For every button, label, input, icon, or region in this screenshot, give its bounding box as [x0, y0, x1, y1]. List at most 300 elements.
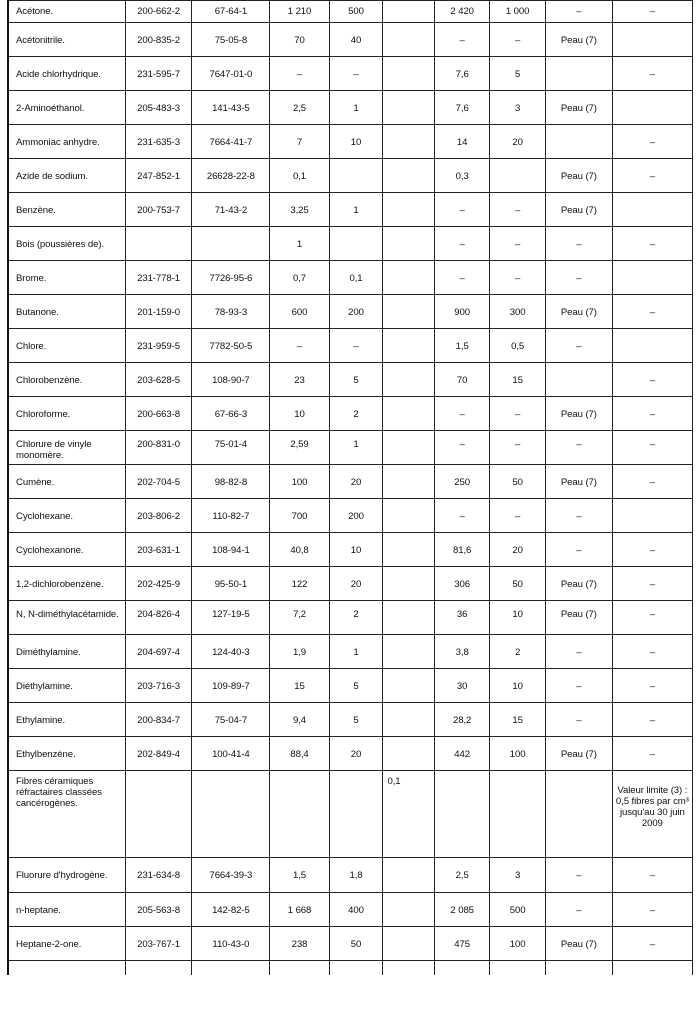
cell-transitory — [612, 193, 692, 227]
cell-ec-number: 231-959-5 — [125, 329, 192, 363]
cell-notes: – — [546, 499, 613, 533]
cell-vme-ppm — [329, 771, 383, 858]
cell-vle-mg: 7,6 — [435, 57, 490, 91]
cell-vme-ppm: 5 — [329, 703, 383, 737]
cell-cas-number: 98-82-8 — [192, 465, 270, 499]
cell-vme-mg: 40,8 — [270, 533, 329, 567]
table-row — [8, 57, 693, 91]
cell-transitory: – — [612, 893, 692, 927]
cell-vme-fibres — [383, 91, 435, 125]
cell-vle-ppm: 5 — [490, 57, 546, 91]
cell-notes: – — [546, 533, 613, 567]
cell-cas-number: 71-43-2 — [192, 193, 270, 227]
table-row — [8, 193, 693, 227]
empty-cell — [192, 961, 270, 975]
cell-vme-fibres — [383, 1, 435, 23]
cell-ec-number: 204-826-4 — [125, 601, 192, 635]
cell-vle-ppm — [490, 159, 546, 193]
cell-vle-ppm: 500 — [490, 893, 546, 927]
table-row — [8, 23, 693, 57]
table-row — [8, 858, 693, 893]
cell-vme-ppm: 0,1 — [329, 261, 383, 295]
cell-vme-ppm: 40 — [329, 23, 383, 57]
table-row — [8, 927, 693, 961]
cell-vme-mg: 1 — [270, 227, 329, 261]
cell-notes: Peau (7) — [546, 295, 613, 329]
cell-vme-mg: 9,4 — [270, 703, 329, 737]
table-row — [8, 499, 693, 533]
cell-vle-ppm: – — [490, 431, 546, 465]
cell-vle-mg: – — [435, 261, 490, 295]
cell-cas-number: 26628-22-8 — [192, 159, 270, 193]
empty-cell — [329, 961, 383, 975]
cell-transitory: – — [612, 227, 692, 261]
cell-vle-mg: 306 — [435, 567, 490, 601]
cell-vle-ppm: 20 — [490, 533, 546, 567]
cell-vle-ppm: 100 — [490, 927, 546, 961]
cell-vle-ppm: 10 — [490, 669, 546, 703]
cell-transitory: – — [612, 363, 692, 397]
cell-notes — [546, 771, 613, 858]
cell-cas-number — [192, 771, 270, 858]
cell-vle-ppm: – — [490, 227, 546, 261]
cell-substance: Chlore. — [8, 329, 125, 363]
table-row-continuation — [8, 961, 693, 975]
cell-vme-mg: 15 — [270, 669, 329, 703]
cell-substance: Benzène. — [8, 193, 125, 227]
cell-vle-ppm: 1 000 — [490, 1, 546, 23]
cell-vme-mg: 23 — [270, 363, 329, 397]
cell-vme-mg: 0,1 — [270, 159, 329, 193]
cell-ec-number: 203-716-3 — [125, 669, 192, 703]
cell-vle-mg: 250 — [435, 465, 490, 499]
cell-notes: Peau (7) — [546, 567, 613, 601]
table-row — [8, 227, 693, 261]
cell-substance: 1,2-dichlorobenzène. — [8, 567, 125, 601]
cell-cas-number: 108-94-1 — [192, 533, 270, 567]
cell-ec-number: 202-425-9 — [125, 567, 192, 601]
cell-vle-mg: – — [435, 397, 490, 431]
cell-cas-number: 7726-95-6 — [192, 261, 270, 295]
cell-substance: Ammoniac anhydre. — [8, 125, 125, 159]
cell-vle-ppm: 2 — [490, 635, 546, 669]
table-row — [8, 91, 693, 125]
cell-substance: Chloroforme. — [8, 397, 125, 431]
cell-ec-number — [125, 227, 192, 261]
cell-vme-mg: 238 — [270, 927, 329, 961]
cell-vme-fibres — [383, 703, 435, 737]
cell-vme-ppm: 1 — [329, 431, 383, 465]
cell-substance: Ethylamine. — [8, 703, 125, 737]
table-row — [8, 261, 693, 295]
cell-ec-number: 203-767-1 — [125, 927, 192, 961]
cell-vme-ppm: 2 — [329, 397, 383, 431]
cell-vle-mg: 3,8 — [435, 635, 490, 669]
table-row — [8, 159, 693, 193]
cell-cas-number: 7647-01-0 — [192, 57, 270, 91]
cell-vme-mg: 1,5 — [270, 858, 329, 893]
cell-vle-ppm: – — [490, 23, 546, 57]
cell-vle-mg: 0,3 — [435, 159, 490, 193]
cell-notes: – — [546, 1, 613, 23]
cell-vme-ppm: 1 — [329, 193, 383, 227]
cell-substance: Butanone. — [8, 295, 125, 329]
cell-cas-number: 7664-41-7 — [192, 125, 270, 159]
cell-notes: – — [546, 261, 613, 295]
cell-vme-mg: 0,7 — [270, 261, 329, 295]
table-row — [8, 363, 693, 397]
table-body — [8, 1, 693, 975]
empty-cell — [125, 961, 192, 975]
cell-vle-ppm: 100 — [490, 737, 546, 771]
cell-notes — [546, 125, 613, 159]
cell-substance: N, N-diméthylacétamide. — [8, 601, 125, 635]
cell-vle-mg: 900 — [435, 295, 490, 329]
cell-cas-number: 127-19-5 — [192, 601, 270, 635]
cell-vme-ppm: 1,8 — [329, 858, 383, 893]
cell-transitory — [612, 329, 692, 363]
cell-notes: – — [546, 329, 613, 363]
cell-ec-number — [125, 771, 192, 858]
cell-vme-fibres — [383, 261, 435, 295]
cell-vme-ppm: 200 — [329, 295, 383, 329]
cell-vle-ppm: 15 — [490, 703, 546, 737]
cell-vle-mg: – — [435, 227, 490, 261]
cell-vme-mg: 7 — [270, 125, 329, 159]
cell-vme-mg: 70 — [270, 23, 329, 57]
cell-transitory: – — [612, 397, 692, 431]
cell-notes: Peau (7) — [546, 23, 613, 57]
cell-cas-number: 78-93-3 — [192, 295, 270, 329]
cell-transitory — [612, 499, 692, 533]
cell-substance: n-heptane. — [8, 893, 125, 927]
cell-vme-mg: 600 — [270, 295, 329, 329]
cell-ec-number: 231-635-3 — [125, 125, 192, 159]
cell-vle-ppm: 50 — [490, 465, 546, 499]
cell-substance: Chlorobenzène. — [8, 363, 125, 397]
cell-vle-mg: 2 085 — [435, 893, 490, 927]
cell-transitory: – — [612, 858, 692, 893]
cell-cas-number: 95-50-1 — [192, 567, 270, 601]
cell-ec-number: 202-849-4 — [125, 737, 192, 771]
cell-ec-number: 200-753-7 — [125, 193, 192, 227]
cell-transitory: – — [612, 567, 692, 601]
cell-cas-number — [192, 227, 270, 261]
cell-cas-number: 141-43-5 — [192, 91, 270, 125]
cell-notes: Peau (7) — [546, 397, 613, 431]
cell-notes — [546, 363, 613, 397]
cell-vle-ppm: 50 — [490, 567, 546, 601]
cell-vme-fibres — [383, 601, 435, 635]
table-row — [8, 669, 693, 703]
cell-substance: Chlorure de vinyle monomère. — [8, 431, 125, 465]
cell-vle-mg: 70 — [435, 363, 490, 397]
cell-ec-number: 204-697-4 — [125, 635, 192, 669]
cell-vle-ppm: 300 — [490, 295, 546, 329]
cell-vme-fibres — [383, 635, 435, 669]
table-row — [8, 533, 693, 567]
cell-notes: Peau (7) — [546, 159, 613, 193]
cell-vme-fibres — [383, 499, 435, 533]
cell-transitory — [612, 23, 692, 57]
empty-cell — [546, 961, 613, 975]
cell-vme-ppm: 5 — [329, 669, 383, 703]
cell-notes: – — [546, 669, 613, 703]
cell-vme-mg: 1 668 — [270, 893, 329, 927]
cell-substance: Cyclohexane. — [8, 499, 125, 533]
empty-cell — [8, 961, 125, 975]
cell-ec-number: 202-704-5 — [125, 465, 192, 499]
cell-vme-fibres — [383, 329, 435, 363]
cell-vme-ppm: 400 — [329, 893, 383, 927]
table-row — [8, 295, 693, 329]
cell-vme-mg: 88,4 — [270, 737, 329, 771]
cell-vme-fibres — [383, 295, 435, 329]
cell-notes: – — [546, 858, 613, 893]
cell-ec-number: 231-778-1 — [125, 261, 192, 295]
cell-vle-mg: 442 — [435, 737, 490, 771]
cell-vle-mg: – — [435, 431, 490, 465]
cell-vle-mg: – — [435, 193, 490, 227]
cell-notes: – — [546, 635, 613, 669]
table-row — [8, 893, 693, 927]
table-row — [8, 771, 693, 858]
table-row — [8, 737, 693, 771]
cell-substance: Fluorure d'hydrogène. — [8, 858, 125, 893]
cell-substance: 2-Aminoéthanol. — [8, 91, 125, 125]
exposure-limits-table — [7, 0, 693, 975]
cell-substance: Azide de sodium. — [8, 159, 125, 193]
cell-vme-ppm: 10 — [329, 125, 383, 159]
cell-vle-ppm: 10 — [490, 601, 546, 635]
cell-notes: – — [546, 703, 613, 737]
table-row — [8, 1, 693, 23]
cell-vme-ppm — [329, 227, 383, 261]
cell-transitory: – — [612, 669, 692, 703]
cell-vme-ppm: 20 — [329, 567, 383, 601]
cell-substance: Brome. — [8, 261, 125, 295]
cell-vle-mg: 14 — [435, 125, 490, 159]
cell-transitory: – — [612, 1, 692, 23]
cell-vle-mg: 81,6 — [435, 533, 490, 567]
cell-vle-mg: 2 420 — [435, 1, 490, 23]
cell-vme-mg: 2,5 — [270, 91, 329, 125]
cell-vme-fibres — [383, 737, 435, 771]
cell-vme-ppm: – — [329, 329, 383, 363]
cell-vle-ppm: 15 — [490, 363, 546, 397]
cell-vle-mg: 1,5 — [435, 329, 490, 363]
cell-substance: Cumène. — [8, 465, 125, 499]
cell-vme-ppm: 200 — [329, 499, 383, 533]
cell-vme-ppm: 1 — [329, 635, 383, 669]
cell-vme-ppm: 2 — [329, 601, 383, 635]
cell-cas-number: 67-64-1 — [192, 1, 270, 23]
cell-transitory: – — [612, 635, 692, 669]
cell-cas-number: 75-05-8 — [192, 23, 270, 57]
cell-notes: – — [546, 431, 613, 465]
cell-vle-mg: 7,6 — [435, 91, 490, 125]
cell-vme-ppm: 5 — [329, 363, 383, 397]
cell-vme-fibres — [383, 23, 435, 57]
cell-ec-number: 200-834-7 — [125, 703, 192, 737]
cell-vme-ppm: 1 — [329, 91, 383, 125]
cell-vme-fibres — [383, 893, 435, 927]
cell-vle-mg: – — [435, 23, 490, 57]
cell-vle-mg: 475 — [435, 927, 490, 961]
cell-vme-mg: 10 — [270, 397, 329, 431]
cell-notes: – — [546, 893, 613, 927]
table-row — [8, 703, 693, 737]
cell-vme-mg: 7,2 — [270, 601, 329, 635]
cell-cas-number: 124-40-3 — [192, 635, 270, 669]
empty-cell — [435, 961, 490, 975]
cell-notes: Peau (7) — [546, 927, 613, 961]
table-row — [8, 431, 693, 465]
cell-transitory: – — [612, 927, 692, 961]
cell-vme-fibres — [383, 431, 435, 465]
cell-cas-number: 75-04-7 — [192, 703, 270, 737]
cell-vle-ppm: 20 — [490, 125, 546, 159]
cell-transitory: – — [612, 295, 692, 329]
cell-ec-number: 200-831-0 — [125, 431, 192, 465]
cell-vme-fibres — [383, 567, 435, 601]
cell-transitory — [612, 261, 692, 295]
cell-vme-ppm: 500 — [329, 1, 383, 23]
cell-vme-mg — [270, 771, 329, 858]
cell-vme-ppm: 50 — [329, 927, 383, 961]
cell-vme-ppm: 10 — [329, 533, 383, 567]
cell-cas-number: 109-89-7 — [192, 669, 270, 703]
cell-cas-number: 100-41-4 — [192, 737, 270, 771]
cell-substance: Acétonitrile. — [8, 23, 125, 57]
cell-substance: Diéthylamine. — [8, 669, 125, 703]
cell-ec-number: 205-483-3 — [125, 91, 192, 125]
cell-substance: Heptane-2-one. — [8, 927, 125, 961]
cell-vme-ppm: 20 — [329, 737, 383, 771]
cell-ec-number: 231-595-7 — [125, 57, 192, 91]
cell-transitory: – — [612, 431, 692, 465]
cell-notes: Peau (7) — [546, 91, 613, 125]
cell-vme-mg: 122 — [270, 567, 329, 601]
cell-vle-ppm: 3 — [490, 91, 546, 125]
cell-substance: Fibres céramiques réfractaires classées cancérogènes. — [8, 771, 125, 858]
cell-notes: Peau (7) — [546, 737, 613, 771]
cell-vme-ppm: – — [329, 57, 383, 91]
table-row — [8, 635, 693, 669]
cell-vle-ppm: – — [490, 193, 546, 227]
cell-vle-ppm: – — [490, 261, 546, 295]
cell-vme-mg: 3,25 — [270, 193, 329, 227]
cell-vme-ppm: 20 — [329, 465, 383, 499]
cell-substance: Ethylbenzène. — [8, 737, 125, 771]
cell-ec-number: 205-563-8 — [125, 893, 192, 927]
cell-substance: Diméthylamine. — [8, 635, 125, 669]
cell-notes: – — [546, 227, 613, 261]
cell-cas-number: 108-90-7 — [192, 363, 270, 397]
cell-vle-mg: 2,5 — [435, 858, 490, 893]
cell-transitory: – — [612, 125, 692, 159]
cell-vme-fibres — [383, 927, 435, 961]
cell-cas-number: 110-82-7 — [192, 499, 270, 533]
cell-ec-number: 203-806-2 — [125, 499, 192, 533]
cell-transitory: – — [612, 57, 692, 91]
table-row — [8, 601, 693, 635]
cell-vle-mg: 36 — [435, 601, 490, 635]
cell-transitory: – — [612, 737, 692, 771]
cell-substance: Acide chlorhydrique. — [8, 57, 125, 91]
cell-ec-number: 231-634-8 — [125, 858, 192, 893]
cell-cas-number: 142-82-5 — [192, 893, 270, 927]
cell-vme-fibres — [383, 397, 435, 431]
cell-vle-mg: – — [435, 499, 490, 533]
cell-notes: Peau (7) — [546, 193, 613, 227]
cell-transitory: – — [612, 533, 692, 567]
cell-ec-number: 203-631-1 — [125, 533, 192, 567]
cell-transitory: – — [612, 601, 692, 635]
empty-cell — [490, 961, 546, 975]
cell-vle-mg: 28,2 — [435, 703, 490, 737]
cell-cas-number: 67-66-3 — [192, 397, 270, 431]
cell-notes: Peau (7) — [546, 601, 613, 635]
cell-transitory: – — [612, 159, 692, 193]
cell-substance: Acétone. — [8, 1, 125, 23]
cell-vme-fibres — [383, 125, 435, 159]
cell-vme-fibres — [383, 159, 435, 193]
cell-vme-fibres — [383, 858, 435, 893]
cell-vme-mg: 1,9 — [270, 635, 329, 669]
cell-ec-number: 203-628-5 — [125, 363, 192, 397]
cell-cas-number: 75-01-4 — [192, 431, 270, 465]
cell-vle-ppm: 0,5 — [490, 329, 546, 363]
cell-ec-number: 247-852-1 — [125, 159, 192, 193]
cell-vme-fibres: 0,1 — [383, 771, 435, 858]
table-row — [8, 397, 693, 431]
cell-vme-ppm — [329, 159, 383, 193]
cell-transitory: – — [612, 703, 692, 737]
cell-vle-ppm: 3 — [490, 858, 546, 893]
cell-vme-fibres — [383, 57, 435, 91]
cell-vme-fibres — [383, 193, 435, 227]
cell-vme-mg: 2,59 — [270, 431, 329, 465]
cell-substance: Cyclohexanone. — [8, 533, 125, 567]
cell-vle-ppm — [490, 771, 546, 858]
cell-transitory: – — [612, 465, 692, 499]
cell-notes: Peau (7) — [546, 465, 613, 499]
empty-cell — [612, 961, 692, 975]
cell-substance: Bois (poussières de). — [8, 227, 125, 261]
cell-vme-fibres — [383, 533, 435, 567]
table-row — [8, 567, 693, 601]
cell-vme-fibres — [383, 363, 435, 397]
cell-vme-mg: – — [270, 329, 329, 363]
cell-vle-mg: 30 — [435, 669, 490, 703]
cell-ec-number: 200-835-2 — [125, 23, 192, 57]
cell-notes — [546, 57, 613, 91]
cell-ec-number: 200-662-2 — [125, 1, 192, 23]
cell-vme-mg: 1 210 — [270, 1, 329, 23]
cell-vle-mg — [435, 771, 490, 858]
cell-cas-number: 110-43-0 — [192, 927, 270, 961]
table-row — [8, 465, 693, 499]
empty-cell — [270, 961, 329, 975]
empty-cell — [383, 961, 435, 975]
cell-vme-fibres — [383, 669, 435, 703]
cell-vme-mg: 100 — [270, 465, 329, 499]
cell-cas-number: 7782-50-5 — [192, 329, 270, 363]
cell-vme-mg: 700 — [270, 499, 329, 533]
cell-ec-number: 200-663-8 — [125, 397, 192, 431]
cell-vle-ppm: – — [490, 397, 546, 431]
